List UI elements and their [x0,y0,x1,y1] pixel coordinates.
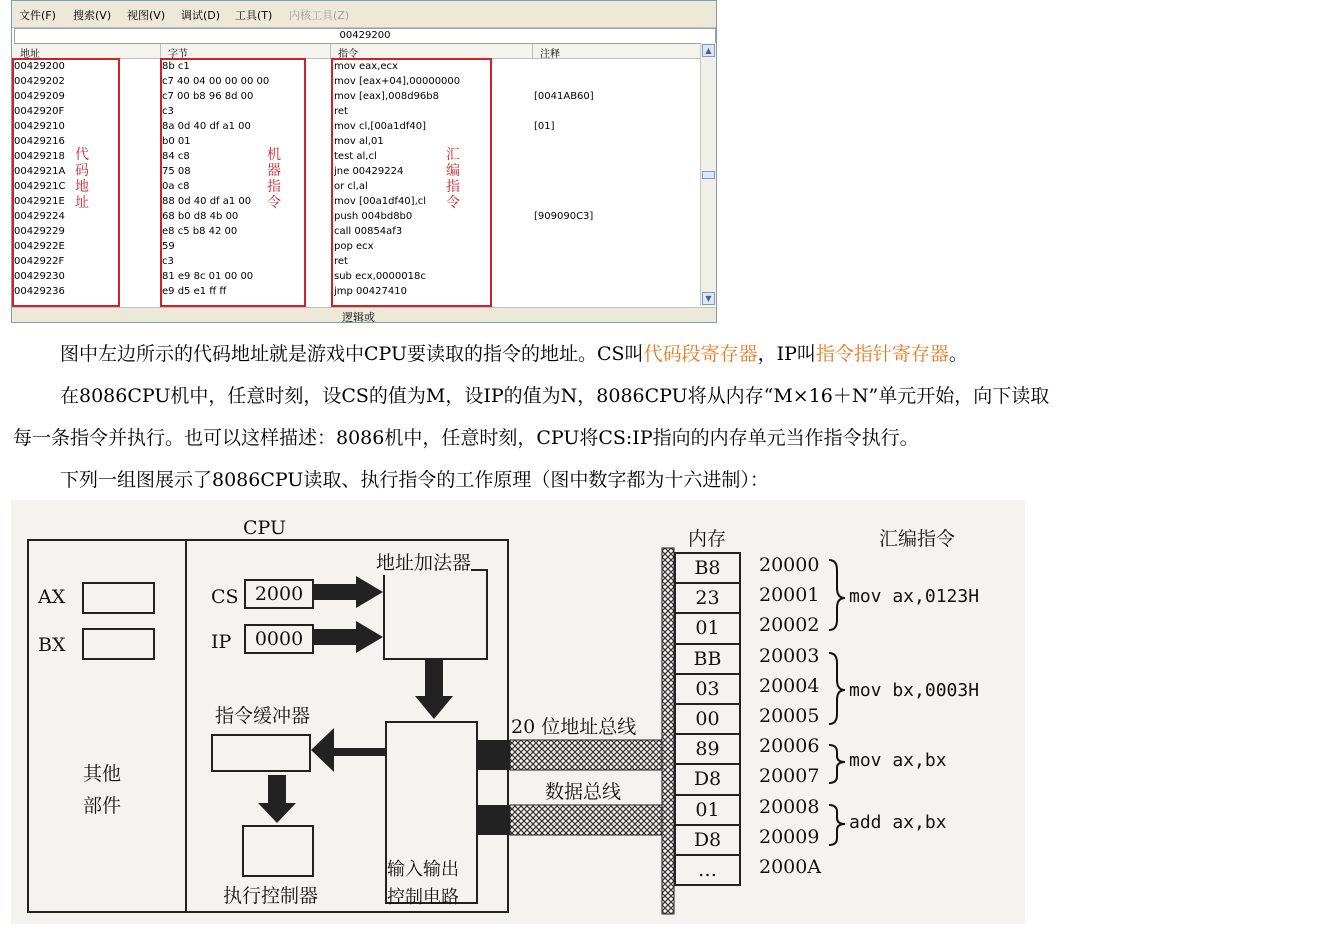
ip-label: IP [211,631,232,653]
cell-addr: 0042920F [14,106,65,117]
asm-title: 汇编指令 [879,528,956,550]
asm-instr-4: add ax,bx [849,812,947,833]
cell-bytes: 59 [162,241,175,252]
address-adder [383,569,488,660]
bx-register [82,628,155,660]
bx-label: BX [38,634,66,656]
memory-address: 20001 [759,584,820,607]
memory-cell: BB [674,643,741,675]
cell-bytes: c7 00 b8 96 8d 00 [162,91,254,102]
assembly-box [331,58,492,307]
menu-search[interactable]: 搜索(V) [73,9,112,22]
execution-controller [242,825,314,877]
cell-bytes: e8 c5 b8 42 00 [162,226,238,237]
cell-addr: 00429229 [14,226,65,237]
label-machine-code: 机 器 指 令 [267,147,281,211]
col-bytes[interactable]: 字节 [168,49,188,60]
scroll-thumb[interactable] [702,171,715,179]
asm-instr-1: mov ax,0123H [849,586,980,607]
address-bus-label: 20 位地址总线 [511,716,637,738]
memory-cell: D8 [674,824,741,856]
cell-comment: [01] [534,121,555,132]
cell-addr: 0042921E [14,196,65,207]
cell-addr: 0042921A [14,166,66,177]
cell-instr: mov [eax],008d96b8 [334,91,440,102]
memory-address: 20006 [759,735,820,758]
cell-bytes: 88 0d 40 df a1 00 [162,196,252,207]
memory-address: 2000A [759,856,822,878]
asm-instr-3: mov ax,bx [849,750,947,771]
cell-bytes: 84 c8 [162,151,190,162]
memory-cell: 01 [674,612,741,644]
menu-view[interactable]: 视图(V) [127,9,166,22]
cell-bytes: 8a 0d 40 df a1 00 [162,121,251,132]
cell-addr: 00429230 [14,271,65,282]
memory-address: 20005 [759,705,820,727]
cell-bytes: 81 e9 8c 01 00 00 [162,271,254,282]
cell-instr: jmp 00427410 [334,286,407,297]
memory-address: 20002 [759,614,820,637]
memory-cell: 23 [674,582,741,614]
cell-instr: mov [eax+04],00000000 [334,76,461,87]
cell-instr: test al,cl [334,151,377,162]
cell-instr: push 004bd8b0 [334,211,413,222]
cell-addr: 00429224 [14,211,65,222]
col-comment[interactable]: 注释 [540,49,560,60]
col-addr[interactable]: 地址 [20,49,40,60]
paragraph-1: 图中左边所示的代码地址就是游戏中CPU要读取的指令的地址。CS叫代码段寄存器，IP叫指令指针寄存器。 [60,343,968,365]
address-bar[interactable]: 00429200 [14,28,716,44]
memory-cell: … [674,854,741,886]
memory-title: 内存 [688,528,727,550]
cell-addr: 00429216 [14,136,65,147]
cs-label: CS [211,586,239,608]
menu-kernel-tools: 内核工具(Z) [289,9,350,22]
cell-addr: 0042922E [14,241,65,252]
ax-label: AX [38,586,66,608]
cell-bytes: c3 [162,256,174,267]
instruction-buffer [211,734,311,772]
cell-instr: jne 00429224 [334,166,404,177]
scroll-up-icon[interactable]: ▲ [702,44,715,57]
cell-bytes: c3 [162,106,174,117]
memory-address: 20004 [759,674,820,697]
status-bar [12,307,716,323]
cell-addr: 0042921C [14,181,66,192]
cell-instr: mov eax,ecx [334,61,398,72]
scroll-down-icon[interactable]: ▼ [702,292,715,305]
paragraph-2-line-2: 每一条指令并执行。也可以这样描述：8086机中，任意时刻，CPU将CS:IP指向的内存单元当作指令执行。 [13,427,919,449]
cell-bytes: b0 01 [162,136,191,147]
instruction-buffer-label: 指令缓冲器 [215,705,311,727]
execution-controller-label: 执行控制器 [223,885,319,907]
cell-addr: 00429236 [14,286,65,297]
status-text: 逻辑或 [342,311,375,323]
label-assembly: 汇 编 指 令 [446,147,460,211]
address-adder-label: 地址加法器 [376,548,471,575]
memory-address: 20003 [759,644,820,667]
col-instr[interactable]: 指令 [338,49,358,60]
paragraph-3: 下列一组图展示了8086CPU读取、执行指令的工作原理（图中数字都为十六进制）： [60,469,769,491]
cell-addr: 00429210 [14,121,65,132]
memory-cell: 03 [674,673,741,705]
menu-bar [12,1,716,28]
memory-cell: D8 [674,763,741,795]
cell-bytes: c7 40 04 00 00 00 00 [162,76,270,87]
memory-cell: B8 [674,552,741,584]
cell-instr: ret [334,106,348,117]
cell-instr: pop ecx [334,241,374,252]
cell-bytes: 75 08 [162,166,191,177]
code-address-box [12,58,120,307]
asm-instr-2: mov bx,0003H [849,680,980,701]
vertical-scrollbar[interactable] [700,43,716,306]
cs-register: 2000 [244,579,314,609]
label-code-address: 代 码 地 址 [75,147,89,211]
other-parts-label: 其他 部件 [83,763,122,817]
memory-cell: 00 [674,703,741,735]
machine-code-box [160,58,306,307]
memory-cell: 89 [674,733,741,765]
menu-debug[interactable]: 调试(D) [181,9,221,22]
cell-instr: mov al,01 [334,136,384,147]
cell-comment: [0041AB60] [534,91,594,102]
cell-bytes: 68 b0 d8 4b 00 [162,211,239,222]
column-header [12,44,702,59]
cell-bytes: 8b c1 [162,61,190,72]
memory-address: 20007 [759,765,820,788]
ax-register [82,582,155,614]
cell-instr: ret [334,256,348,267]
cell-bytes: 0a c8 [162,181,190,192]
cell-bytes: e9 d5 e1 ff ff [162,286,227,297]
cell-addr: 00429218 [14,151,65,162]
cpu-diagram [11,500,1025,924]
ip-register: 0000 [244,624,314,654]
memory-cell: 01 [674,794,741,826]
cell-instr: mov cl,[00a1df40] [334,121,427,132]
memory-address: 20000 [759,554,820,576]
memory-address: 20009 [759,825,820,848]
data-bus-label: 数据总线 [545,781,622,803]
cell-addr: 00429200 [14,61,65,72]
highlight-ip: 指令指针寄存器 [815,343,949,365]
memory-address: 20008 [759,795,820,818]
paragraph-2-line-1: 在8086CPU机中，任意时刻，设CS的值为M，设IP的值为N，8086CPU将从内存“M×16＋N”单元开始，向下读取 [60,385,1050,407]
cell-addr: 00429209 [14,91,65,102]
cell-addr: 0042922F [14,256,65,267]
cell-comment: [909090C3] [534,211,594,222]
io-control-label: 输入输出 控制电路 [387,859,459,908]
debugger-window [11,0,717,323]
cell-instr: call 00854af3 [334,226,403,237]
cell-instr: sub ecx,0000018c [334,271,426,282]
highlight-cs: 代码段寄存器 [643,343,758,365]
cell-addr: 00429202 [14,76,65,87]
cell-instr: or cl,al [334,181,368,192]
cell-instr: mov [00a1df40],cl [334,196,427,207]
menu-file[interactable]: 文件(F) [19,9,56,22]
menu-tools[interactable]: 工具(T) [235,9,273,22]
cpu-title: CPU [243,517,287,539]
